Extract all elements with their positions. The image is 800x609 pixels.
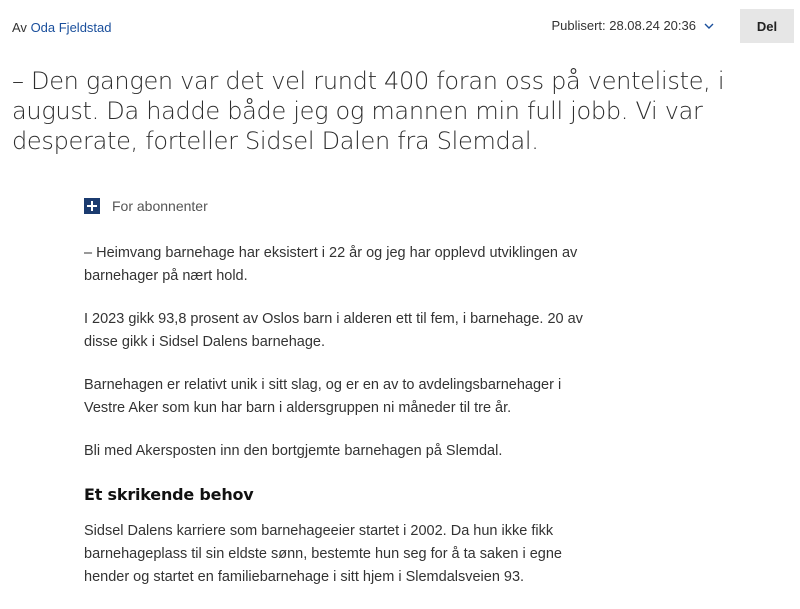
- section-heading: Et skrikende behov: [84, 485, 254, 504]
- lead-paragraph: – Den gangen var det vel rundt 400 foran oss på venteliste, i august. Da hadde både jeg og mannen min full jobb. Vi var desperate, forteller Sidsel Dalen fra Slemdal.: [12, 67, 725, 155]
- published-toggle[interactable]: [551, 18, 714, 33]
- article-paragraph: I 2023 gikk 93,8 prosent av Oslos barn i alderen ett til fem, i barnehage. 20 av disse gikk i Sidsel Dalens barnehage.: [84, 311, 583, 350]
- share-button[interactable]: Del: [740, 9, 794, 43]
- subscriber-label: For abonnenter: [112, 198, 208, 214]
- byline: [12, 20, 112, 35]
- article-paragraph: Barnehagen er relativt unik i sitt slag, og er en av to avdelingsbarnehager i Vestre Aker som kun har barn i aldersgruppen ni måneder til tre år.: [84, 377, 562, 416]
- published-label: Publisert: 28.08.24 20:36: [551, 18, 696, 33]
- article-paragraph: – Heimvang barnehage har eksistert i 22 år og jeg har opplevd utviklingen av barnehager på nært hold.: [84, 245, 578, 284]
- article-paragraph: Bli med Akersposten inn den bortgjemte barnehagen på Slemdal.: [84, 443, 503, 459]
- article-body: [84, 242, 594, 609]
- byline-prefix: Av: [12, 20, 27, 35]
- subscriber-badge: [84, 198, 208, 214]
- author-link[interactable]: Oda Fjeldstad: [30, 20, 112, 35]
- article-paragraph: Sidsel Dalens karriere som barnehageeier startet i 2002. Da hun ikke fikk barnehageplass til sin eldste sønn, bestemte hun seg for å ta saken i egne hender og startet en familiebarnehage i sitt hjem i Slemdalsveien 93.: [84, 523, 562, 585]
- chevron-down-icon: [704, 21, 714, 31]
- plus-icon: [84, 198, 100, 214]
